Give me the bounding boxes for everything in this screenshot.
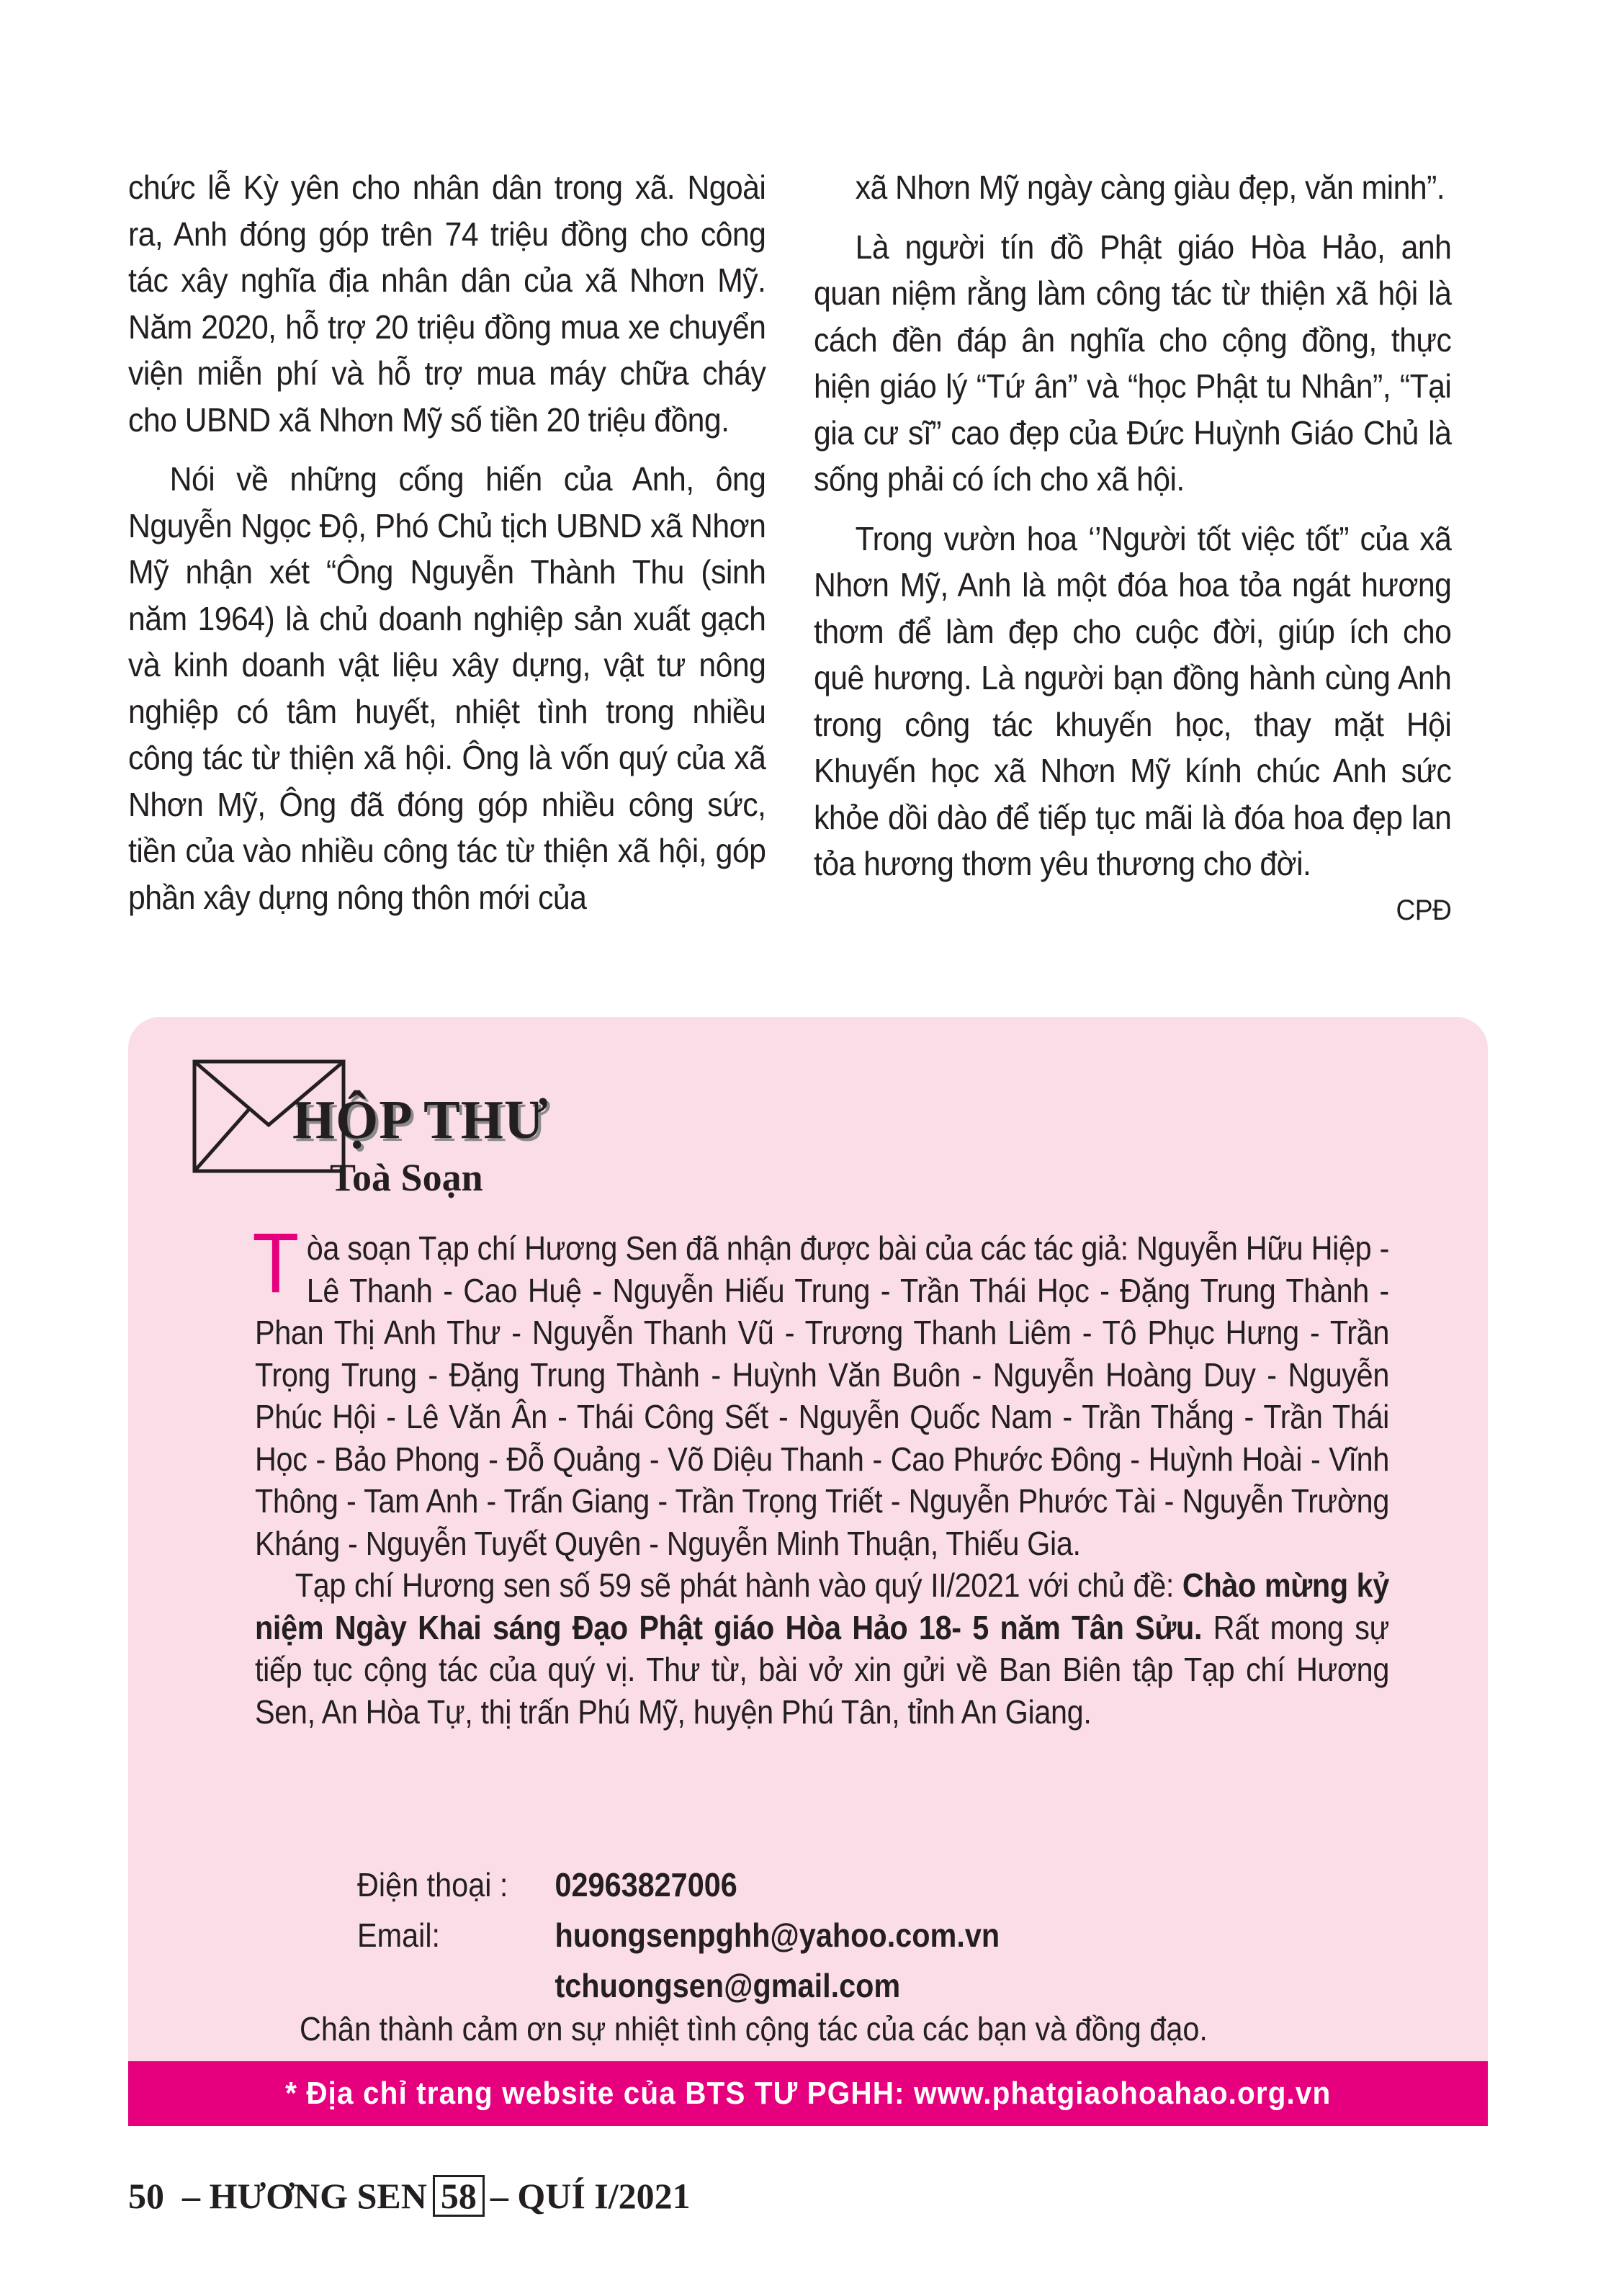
page-number: 50: [128, 2176, 164, 2216]
mailbox-body: [252, 1216, 1389, 1733]
email-label: Email:: [357, 1916, 441, 1954]
phone-row: [357, 1860, 1000, 1910]
issue-announcement: [255, 1564, 1389, 1733]
email-label-spacer: [357, 1960, 555, 2011]
issue-intro: Tạp chí Hương sen số 59 sẽ phát hành vào quý II/2021 với chủ đề:: [295, 1566, 1182, 1604]
thanks-note: Chân thành cảm ơn sự nhiệt tình cộng tác của các bạn và đồng đạo.: [300, 2010, 1208, 2048]
website-text: * Địa chỉ trang website của BTS TƯ PGHH: www.phatgiaohoahao.org.vn: [284, 2076, 1332, 2111]
mailbox-title: HỘP THƯ: [292, 1090, 549, 1150]
email-row-2: [357, 1960, 1000, 2011]
email-address-2[interactable]: tchuongsen@gmail.com: [555, 1967, 901, 2004]
email-address-1[interactable]: huongsenpghh@yahoo.com.vn: [555, 1916, 1000, 1954]
article-paragraph: xã Nhơn Mỹ ngày càng giàu đẹp, văn minh”.: [855, 169, 1445, 206]
issue-number-box: 58: [433, 2175, 485, 2217]
magazine-name: – HƯƠNG SEN: [182, 2176, 427, 2216]
contact-info: [357, 1860, 1000, 2011]
dropcap-letter: T: [252, 1216, 299, 1311]
article-paragraph: Trong vườn hoa ‘’Người tốt việc tốt” của xã Nhơn Mỹ, Anh là một đóa hoa tỏa ngát hương thơm để làm đẹp cho cuộc đời, giúp ích cho quê hương. Là người bạn đồng hành cùng Anh trong công tác khuyến học, thay mặt Hội Khuyến học xã Nhơn Mỹ kính chúc Anh sức khỏe dồi dào để tiếp tục mãi là đóa hoa đẹp lan tỏa hương thơm yêu thương cho đời.: [814, 519, 1452, 882]
page-footer: [128, 2175, 691, 2217]
mailbox-subtitle: Toà Soạn: [330, 1156, 483, 1199]
website-banner[interactable]: [128, 2061, 1488, 2126]
mailbox-intro: [252, 1216, 1389, 1564]
issue-period: – QUÍ I/2021: [490, 2176, 691, 2216]
email-row: [357, 1910, 1000, 1960]
mailbox-panel: [128, 1017, 1488, 2126]
article-paragraph: chức lễ Kỳ yên cho nhân dân trong xã. Ngoài ra, Anh đóng góp trên 74 triệu đồng cho công tác xây nghĩa địa nhân dân của xã Nhơn Mỹ. Năm 2020, hỗ trợ 20 triệu đồng mua xe chuyển viện miễn phí và hỗ trợ mua máy chữa cháy cho UBND xã Nhơn Mỹ số tiền 20 triệu đồng.: [128, 169, 766, 439]
phone-number: 02963827006: [555, 1866, 737, 1903]
article-signature: CPĐ: [1396, 894, 1452, 926]
article-paragraph: Nói về những cống hiến của Anh, ông Nguyễn Ngọc Độ, Phó Chủ tịch UBND xã Nhơn Mỹ nhận xét “Ông Nguyễn Thành Thu (sinh năm 1964) là chủ doanh nghiệp sản xuất gạch và kinh doanh vật liệu xây dựng, vật tư nông nghiệp có tâm huyết, nhiệt tình trong nhiều công tác từ thiện xã hội. Ông là vốn quý của xã Nhơn Mỹ, Ông đã đóng góp nhiều công sức, tiền của vào nhiều công tác từ thiện xã hội, góp phần xây dựng nông thôn mới của: [128, 460, 766, 916]
article-paragraph: Là người tín đồ Phật giáo Hòa Hảo, anh quan niệm rằng làm công tác từ thiện xã hội là cách đền đáp ân nghĩa cho cộng đồng, thực hiện giáo lý “Tứ ân” và “học Phật tu Nhân”, “Tại gia cư sĩ” cao đẹp của Đức Huỳnh Giáo Chủ là sống phải có ích cho xã hội.: [814, 228, 1452, 498]
article-left-column: [128, 164, 766, 930]
article-columns: [128, 164, 1499, 930]
issue-rest: Rất mong sự tiếp tục cộng tác của quý vị. Thư từ, bài vở xin gửi về Ban Biên tập Tạp chí Hương Sen, An Hòa Tự, thị trấn Phú Mỹ, huyện Phú Tân, tỉnh An Giang.: [255, 1608, 1389, 1731]
phone-label: Điện thoại :: [357, 1866, 508, 1903]
article-right-column: [814, 164, 1451, 930]
issue-theme: Chào mừng kỷ niệm Ngày Khai sáng Đạo Phật giáo Hòa Hảo 18- 5 năm Tân Sửu.: [255, 1566, 1389, 1646]
contributors-list: òa soạn Tạp chí Hương Sen đã nhận được bài của các tác giả: Nguyễn Hữu Hiệp - Lê Thanh - Cao Huệ - Nguyễn Hiếu Trung - Trần Thái Học - Đặng Trung Thành - Phan Thị Anh Thư - Nguyễn Thanh Vũ - Trương Thanh Liêm - Tô Phục Hưng - Trần Trọng Trung - Đặng Trung Thành - Huỳnh Văn Buôn - Nguyễn Hoàng Duy - Nguyễn Phúc Hội - Lê Văn Ân - Thái Công Sết - Nguyễn Quốc Nam - Trần Thắng - Trần Thái Học - Bảo Phong - Đỗ Quảng - Võ Diệu Thanh - Cao Phước Đông - Huỳnh Hoài - Vĩnh Thông - Tam Anh - Trấn Giang - Trần Trọng Triết - Nguyễn Phước Tài - Nguyễn Trường Kháng - Nguyễn Tuyết Quyên - Nguyễn Minh Thuận, Thiếu Gia.: [255, 1229, 1389, 1562]
